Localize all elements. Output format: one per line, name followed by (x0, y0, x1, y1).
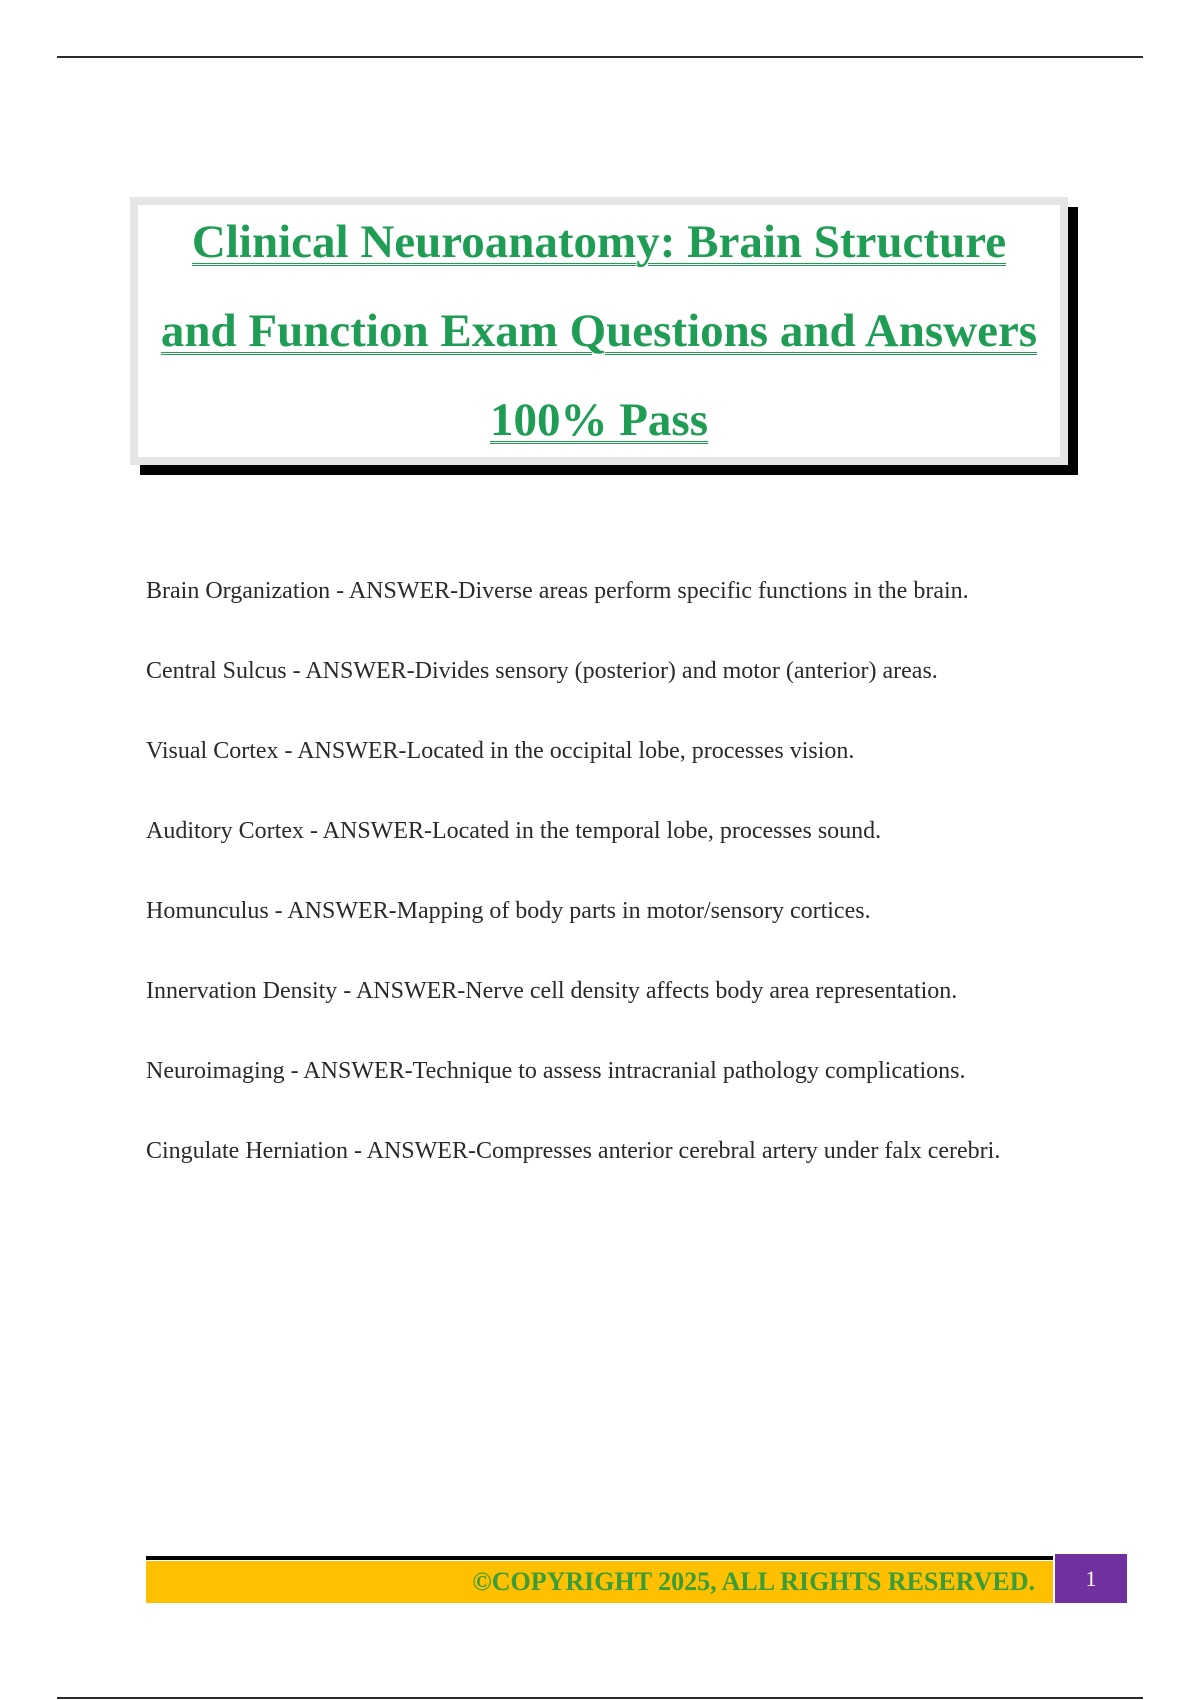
title-box (130, 197, 1068, 465)
bottom-rule (57, 1697, 1143, 1699)
qa-item-neuroimaging: Neuroimaging - ANSWER-Technique to assess intracranial pathology complications. (146, 1058, 966, 1084)
footer-bar (146, 1561, 1053, 1603)
qa-item-central-sulcus: Central Sulcus - ANSWER-Divides sensory (posterior) and motor (anterior) areas. (146, 658, 938, 684)
copyright-text: ©COPYRIGHT 2025, ALL RIGHTS RESERVED. (472, 1567, 1035, 1596)
qa-item-visual-cortex: Visual Cortex - ANSWER-Located in the occipital lobe, processes vision. (146, 738, 855, 764)
page-number: 1 (1055, 1554, 1127, 1603)
qa-list (146, 560, 1056, 1200)
qa-item-homunculus: Homunculus - ANSWER-Mapping of body parts in motor/sensory cortices. (146, 898, 871, 924)
qa-item-innervation-density: Innervation Density - ANSWER-Nerve cell density affects body area representation. (146, 978, 958, 1004)
top-rule (57, 56, 1143, 58)
footer-rule (146, 1556, 1053, 1560)
qa-item-brain-organization: Brain Organization - ANSWER-Diverse areas perform specific functions in the brain. (146, 578, 969, 604)
document-title: Clinical Neuroanatomy: Brain Structure and Function Exam Questions and Answers 100% Pass (160, 215, 1038, 446)
qa-item-auditory-cortex: Auditory Cortex - ANSWER-Located in the temporal lobe, processes sound. (146, 818, 882, 844)
qa-item-cingulate-herniation: Cingulate Herniation - ANSWER-Compresses anterior cerebral artery under falx cerebri. (146, 1138, 1001, 1164)
